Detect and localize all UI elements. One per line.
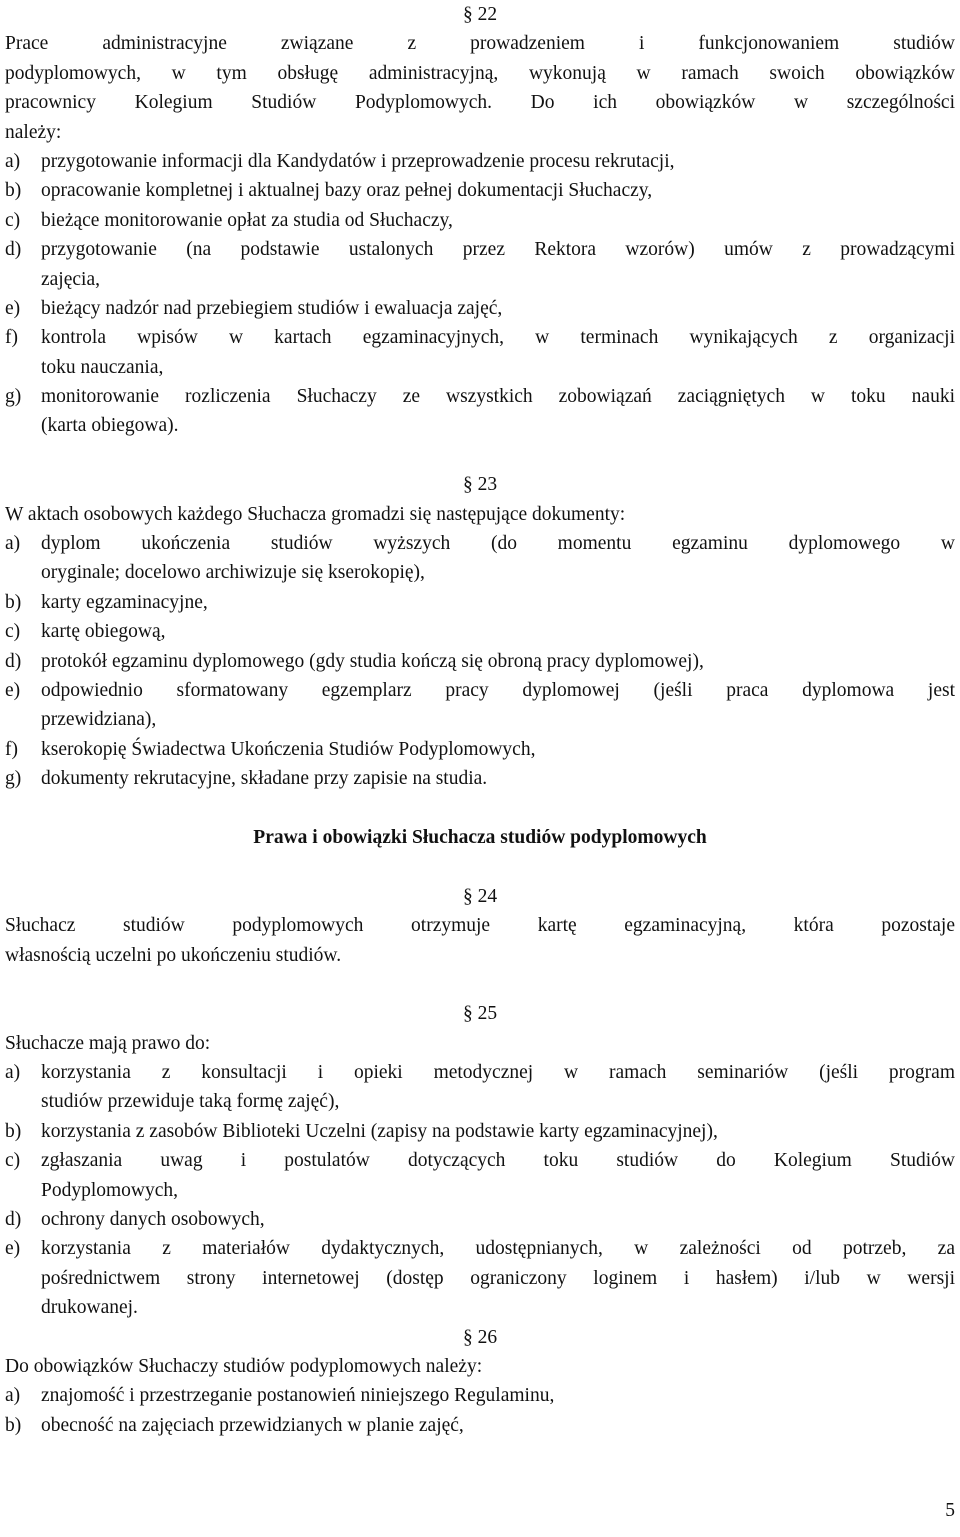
list-item-label: b) [5, 180, 22, 202]
list-item-text: kserokopię Świadectwa Ukończenia Studiów Podyplomowych, [41, 738, 536, 760]
list-item [5, 147, 955, 176]
list-item-text: monitorowanie rozliczenia Słuchaczy ze wszystkich zobowiązań zaciągniętych w toku nauki [41, 386, 955, 408]
list-item-label: a) [5, 533, 21, 555]
list-item-text: protokół egzaminu dyplomowego (gdy studia kończą się obroną pracy dyplomowej), [41, 650, 704, 672]
section-26-number: § 26 [462, 1326, 498, 1348]
list-item-text: zgłaszania uwag i postulatów dotyczących toku studiów do Kolegium Studiów [41, 1150, 955, 1172]
section-25-intro: Słuchacze mają prawo do: [5, 1032, 211, 1054]
list-item-continuation: oryginale; docelowo archiwizuje się kserokopię), [41, 562, 425, 584]
list-item [5, 676, 955, 705]
list-item [5, 764, 955, 793]
document-page [5, 0, 955, 1440]
section-heading: Prawa i obowiązki Słuchacza studiów podyplomowych [253, 826, 707, 848]
section-22-intro-line: Prace administracyjne związane z prowadzeniem i funkcjonowaniem studiów [5, 33, 955, 55]
list-item-label: f) [5, 327, 18, 349]
list-item-text: korzystania z zasobów Biblioteki Uczelni (zapisy na podstawie karty egzaminacyjnej), [41, 1120, 718, 1142]
list-item-text: bieżący nadzór nad przebiegiem studiów i ewaluacja zajęć, [41, 297, 503, 319]
list-item [5, 1411, 955, 1440]
list-item-text: obecność na zajęciach przewidzianych w planie zajęć, [41, 1414, 464, 1436]
page-number: 5 [945, 1500, 955, 1521]
list-item-label: d) [5, 239, 22, 261]
list-item [5, 1205, 955, 1234]
list-item [5, 323, 955, 352]
list-item [5, 1234, 955, 1263]
list-item-label: e) [5, 297, 21, 319]
list-item-label: b) [5, 1120, 22, 1142]
list-item-text: ochrony danych osobowych, [41, 1209, 265, 1231]
section-22-intro-line: pracownicy Kolegium Studiów Podyplomowych. Do ich obowiązków w szczególności [5, 92, 955, 114]
list-item [5, 588, 955, 617]
list-item [5, 1381, 955, 1410]
section-22-intro-line: należy: [5, 121, 62, 143]
list-item-text: dokumenty rekrutacyjne, składane przy zapisie na studia. [41, 768, 488, 790]
list-item-label: g) [5, 386, 22, 408]
list-item-label: b) [5, 591, 22, 613]
list-item-text: przygotowanie (na podstawie ustalonych przez Rektora wzorów) umów z prowadzącymi [41, 239, 955, 261]
list-item [5, 235, 955, 264]
list-item-text: bieżące monitorowanie opłat za studia od Słuchaczy, [41, 209, 453, 231]
list-item-text: opracowanie kompletnej i aktualnej bazy oraz pełnej dokumentacji Słuchaczy, [41, 180, 653, 202]
list-item-text: kartę obiegową, [41, 621, 166, 643]
list-item [5, 382, 955, 411]
section-25-number: § 25 [462, 1003, 498, 1025]
list-item-continuation: zajęcia, [41, 268, 100, 290]
section-22-number: § 22 [462, 4, 498, 25]
list-item [5, 529, 955, 558]
section-23-intro: W aktach osobowych każdego Słuchacza gromadzi się następujące dokumenty: [5, 503, 626, 525]
list-item-label: g) [5, 768, 22, 790]
list-item [5, 1117, 955, 1146]
list-item-continuation: drukowanej. [41, 1297, 138, 1319]
list-item-text: znajomość i przestrzeganie postanowień niniejszego Regulaminu, [41, 1385, 555, 1407]
list-item-label: d) [5, 650, 22, 672]
list-item-label: c) [5, 1150, 21, 1172]
section-24-text-line: Słuchacz studiów podyplomowych otrzymuje kartę egzaminacyjną, która pozostaje [5, 915, 955, 937]
list-item-continuation: pośrednictwem strony internetowej (dostęp ograniczony loginem i hasłem) i/lub w wersji [41, 1267, 955, 1289]
list-item-label: f) [5, 738, 18, 760]
section-23-number: § 23 [462, 474, 498, 496]
list-item-label: e) [5, 679, 21, 701]
list-item [5, 617, 955, 646]
list-item-text: karty egzaminacyjne, [41, 591, 208, 613]
list-item [5, 206, 955, 235]
list-item-text: odpowiednio sformatowany egzemplarz pracy dyplomowej (jeśli praca dyplomowa jest [41, 679, 955, 701]
list-item-continuation: przewidziana), [41, 709, 157, 731]
list-item-label: a) [5, 1062, 21, 1084]
list-item [5, 647, 955, 676]
list-item-text: korzystania z materiałów dydaktycznych, udostępnianych, w zależności od potrzeb, za [41, 1238, 955, 1260]
list-item [5, 294, 955, 323]
section-26-intro: Do obowiązków Słuchaczy studiów podyplomowych należy: [5, 1355, 483, 1377]
list-item [5, 735, 955, 764]
list-item-label: a) [5, 1385, 21, 1407]
list-item-text: dyplom ukończenia studiów wyższych (do momentu egzaminu dyplomowego w [41, 533, 955, 555]
list-item-continuation: (karta obiegowa). [41, 415, 179, 437]
list-item [5, 1146, 955, 1175]
list-item-continuation: studiów przewiduje taką formę zajęć), [41, 1091, 340, 1113]
list-item-continuation: Podyplomowych, [41, 1179, 179, 1201]
list-item-label: e) [5, 1238, 21, 1260]
list-item-text: kontrola wpisów w kartach egzaminacyjnych, w terminach wynikających z organizacji [41, 327, 955, 349]
list-item-text: przygotowanie informacji dla Kandydatów i przeprowadzenie procesu rekrutacji, [41, 150, 675, 172]
list-item-text: korzystania z konsultacji i opieki metodycznej w ramach seminariów (jeśli program [41, 1062, 955, 1084]
list-item-continuation: toku nauczania, [41, 356, 164, 378]
section-24-text-line: własnością uczelni po ukończeniu studiów. [5, 944, 342, 966]
list-item [5, 176, 955, 205]
list-item-label: d) [5, 1209, 22, 1231]
list-item-label: c) [5, 209, 21, 231]
section-22-intro-line: podyplomowych, w tym obsługę administracyjną, wykonują w ramach swoich obowiązków [5, 62, 955, 84]
list-item [5, 1058, 955, 1087]
section-24-number: § 24 [462, 885, 498, 907]
list-item-label: b) [5, 1414, 22, 1436]
list-item-label: a) [5, 150, 21, 172]
list-item-label: c) [5, 621, 21, 643]
